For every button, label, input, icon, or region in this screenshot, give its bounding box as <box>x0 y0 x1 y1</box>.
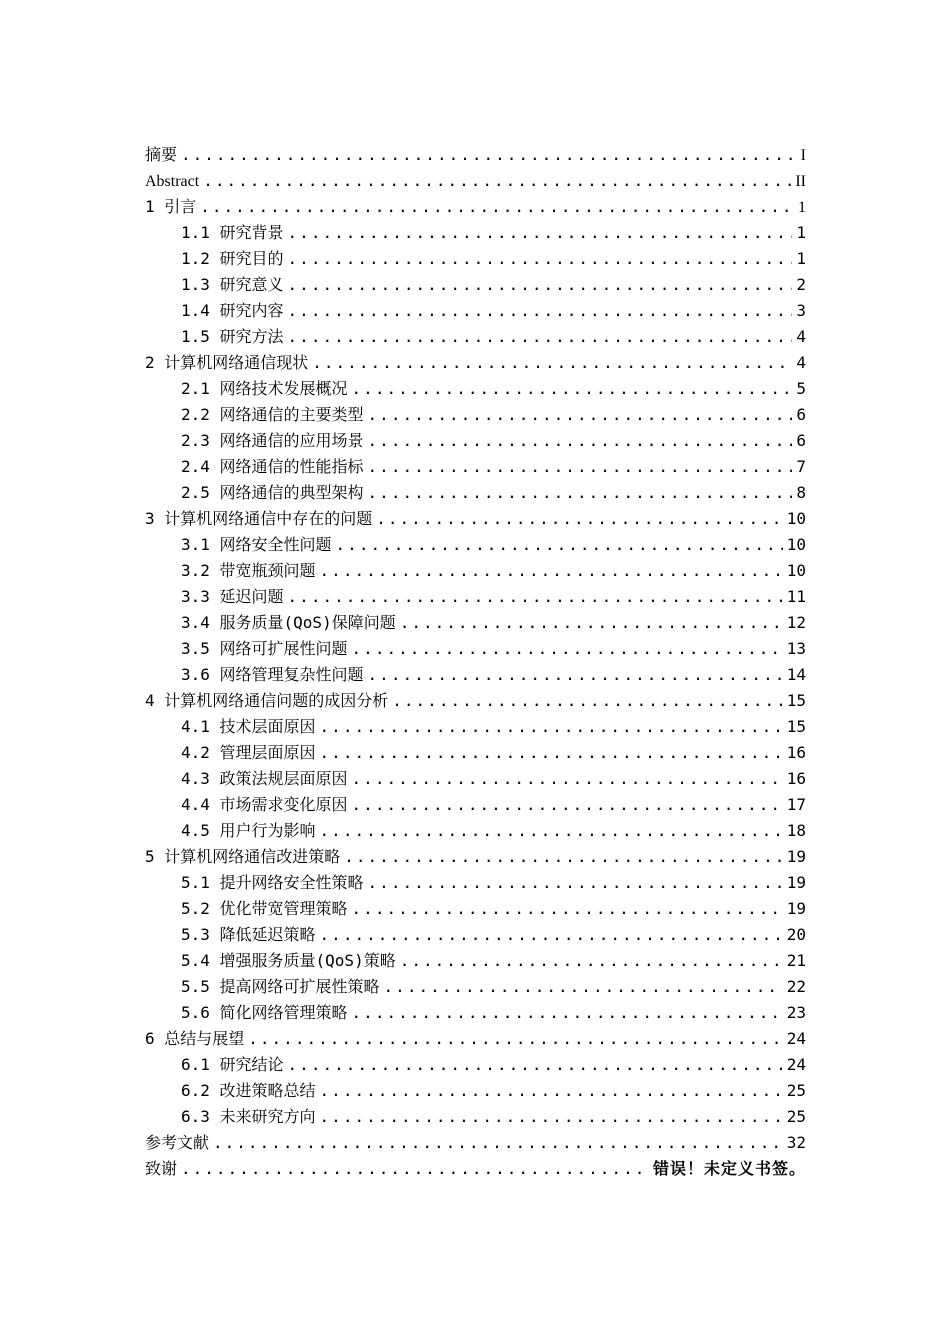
toc-dot-leader <box>320 740 783 766</box>
toc-entry-page-number: 4 <box>796 353 806 372</box>
toc-entry-page-number: 15 <box>786 691 806 710</box>
toc-entry-page-number: 16 <box>786 743 806 762</box>
toc-dot-leader <box>368 402 793 428</box>
toc-entry-title: 3.2 带宽瓶颈问题 <box>181 561 316 580</box>
toc-dot-leader <box>288 272 793 298</box>
toc-entry-page-number: 11 <box>786 587 806 606</box>
toc-entry-title: 1.4 研究内容 <box>181 301 284 320</box>
toc-entry-title: 1.1 研究背景 <box>181 223 284 242</box>
toc-entry-title: 2.4 网络通信的性能指标 <box>181 457 364 476</box>
toc-entry[interactable] <box>145 428 806 454</box>
toc-entry-title: 4.3 政策法规层面原因 <box>181 769 348 788</box>
toc-entry-title: 3.1 网络安全性问题 <box>181 535 332 554</box>
toc-entry-page-number: 7 <box>796 457 806 476</box>
toc-entry-title: 6.3 未来研究方向 <box>181 1107 316 1126</box>
table-of-contents <box>145 142 806 1182</box>
toc-entry-page-number: 1 <box>798 199 806 216</box>
toc-dot-leader <box>320 1104 783 1130</box>
toc-entry[interactable] <box>145 298 806 324</box>
toc-entry[interactable] <box>145 532 806 558</box>
toc-entry[interactable] <box>145 688 806 714</box>
toc-dot-leader <box>320 558 783 584</box>
toc-entry-title: 1.2 研究目的 <box>181 249 284 268</box>
toc-entry-title: 4.4 市场需求变化原因 <box>181 795 348 814</box>
toc-entry-title: 5.6 简化网络管理策略 <box>181 1003 348 1022</box>
toc-entry-page-number: 24 <box>786 1055 806 1074</box>
toc-dot-leader <box>352 766 783 792</box>
toc-entry-page-number: 21 <box>786 951 806 970</box>
toc-entry-title: 2.1 网络技术发展概况 <box>181 379 348 398</box>
toc-entry-page-number: I <box>800 147 806 164</box>
toc-dot-leader <box>352 1000 783 1026</box>
toc-entry-title: 2.2 网络通信的主要类型 <box>181 405 364 424</box>
toc-entry-title: 2 计算机网络通信现状 <box>145 353 309 372</box>
toc-entry[interactable] <box>145 272 806 298</box>
toc-entry-title: 3.3 延迟问题 <box>181 587 284 606</box>
toc-entry-page-number: 23 <box>786 1003 806 1022</box>
toc-dot-leader <box>400 948 783 974</box>
toc-entry-title: 1.5 研究方法 <box>181 327 284 346</box>
toc-dot-leader <box>288 1052 783 1078</box>
toc-dot-leader <box>384 974 783 1000</box>
toc-entry-page-number: 5 <box>796 379 806 398</box>
toc-dot-leader <box>352 792 783 818</box>
toc-entry[interactable] <box>145 324 806 350</box>
toc-dot-leader <box>213 1130 783 1156</box>
toc-dot-leader <box>181 1156 649 1182</box>
toc-dot-leader <box>203 168 791 194</box>
toc-entry-page-number: 1 <box>796 249 806 268</box>
toc-entry[interactable] <box>145 844 806 870</box>
toc-dot-leader <box>288 324 793 350</box>
toc-entry-title: 2.3 网络通信的应用场景 <box>181 431 364 450</box>
toc-dot-leader <box>368 662 783 688</box>
toc-entry[interactable] <box>145 792 806 818</box>
toc-entry-title: 6.1 研究结论 <box>181 1055 284 1074</box>
toc-entry-page-number: 10 <box>786 535 806 554</box>
toc-entry-title: 6.2 改进策略总结 <box>181 1081 316 1100</box>
toc-entry[interactable] <box>145 402 806 428</box>
toc-entry-page-number: 13 <box>786 639 806 658</box>
toc-entry-page-number: 2 <box>796 275 806 294</box>
toc-entry[interactable] <box>145 870 806 896</box>
toc-dot-leader <box>288 298 793 324</box>
toc-entry[interactable] <box>145 220 806 246</box>
toc-entry-page-number: 4 <box>796 327 806 346</box>
toc-entry-page-number: 17 <box>786 795 806 814</box>
toc-entry-title: 5.5 提高网络可扩展性策略 <box>181 977 380 996</box>
toc-entry-page-number: 3 <box>796 301 806 320</box>
toc-entry[interactable] <box>145 636 806 662</box>
toc-entry[interactable] <box>145 662 806 688</box>
toc-entry[interactable] <box>145 1078 806 1104</box>
toc-entry-title: 3 计算机网络通信中存在的问题 <box>145 509 373 528</box>
toc-entry[interactable] <box>145 896 806 922</box>
toc-entry-page-number: 12 <box>786 613 806 632</box>
toc-entry[interactable] <box>145 766 806 792</box>
toc-dot-leader <box>368 454 793 480</box>
toc-entry[interactable] <box>145 1104 806 1130</box>
toc-entry-title: 6 总结与展望 <box>145 1029 245 1048</box>
toc-dot-leader <box>376 506 782 532</box>
toc-entry-title: 1 引言 <box>145 197 197 216</box>
toc-entry-page-number: 19 <box>786 873 806 892</box>
toc-dot-leader <box>352 896 783 922</box>
toc-entry[interactable] <box>145 818 806 844</box>
toc-entry-title: 摘要 <box>145 145 178 164</box>
toc-entry-title: 致谢 <box>145 1159 178 1178</box>
toc-entry-title: 4 计算机网络通信问题的成因分析 <box>145 691 389 710</box>
toc-entry-title: 2.5 网络通信的典型架构 <box>181 483 364 502</box>
toc-entry-title: 5.4 增强服务质量(QoS)策略 <box>181 951 396 970</box>
toc-entry[interactable] <box>145 194 806 220</box>
toc-entry[interactable] <box>145 1130 806 1156</box>
toc-entry-title: 1.3 研究意义 <box>181 275 284 294</box>
toc-entry-page-number: 8 <box>796 483 806 502</box>
toc-entry-title: 4.1 技术层面原因 <box>181 717 316 736</box>
toc-entry[interactable] <box>145 454 806 480</box>
toc-dot-leader <box>336 532 783 558</box>
toc-entry[interactable] <box>145 376 806 402</box>
toc-entry-page-number: 24 <box>786 1029 806 1048</box>
toc-entry-page-number: 6 <box>796 405 806 424</box>
toc-entry[interactable] <box>145 584 806 610</box>
toc-entry[interactable] <box>145 142 806 168</box>
toc-entry[interactable] <box>145 740 806 766</box>
toc-entry-page-number: 22 <box>786 977 806 996</box>
toc-entry-page-number: 10 <box>786 561 806 580</box>
toc-entry[interactable] <box>145 506 806 532</box>
toc-dot-leader <box>392 688 782 714</box>
toc-entry[interactable] <box>145 1052 806 1078</box>
toc-dot-leader <box>344 844 782 870</box>
toc-dot-leader <box>288 584 783 610</box>
toc-entry-title: 5.1 提升网络安全性策略 <box>181 873 364 892</box>
toc-dot-leader <box>368 480 793 506</box>
toc-dot-leader <box>288 246 793 272</box>
toc-dot-leader <box>248 1026 782 1052</box>
toc-entry-page-number: 18 <box>786 821 806 840</box>
toc-entry[interactable] <box>145 558 806 584</box>
toc-entry-title: Abstract <box>145 173 200 190</box>
toc-entry[interactable] <box>145 1026 806 1052</box>
toc-dot-leader <box>312 350 792 376</box>
toc-dot-leader <box>200 194 794 220</box>
toc-entry-page-number: 20 <box>786 925 806 944</box>
toc-dot-leader <box>352 376 793 402</box>
toc-dot-leader <box>320 1078 783 1104</box>
toc-entry[interactable] <box>145 480 806 506</box>
toc-dot-leader <box>352 636 783 662</box>
toc-entry-page-number: 25 <box>786 1081 806 1100</box>
toc-entry[interactable] <box>145 714 806 740</box>
toc-entry-page-number: 1 <box>796 223 806 242</box>
toc-entry-title: 参考文献 <box>145 1133 210 1152</box>
toc-entry[interactable] <box>145 246 806 272</box>
toc-entry-page-number: 19 <box>786 899 806 918</box>
toc-entry[interactable] <box>145 922 806 948</box>
toc-entry-title: 5.3 降低延迟策略 <box>181 925 316 944</box>
toc-entry-title: 5.2 优化带宽管理策略 <box>181 899 348 918</box>
toc-dot-leader <box>320 714 783 740</box>
toc-entry[interactable] <box>145 168 806 194</box>
toc-entry[interactable] <box>145 948 806 974</box>
toc-dot-leader <box>400 610 783 636</box>
toc-entry-page-number: 14 <box>786 665 806 684</box>
toc-entry-title: 4.5 用户行为影响 <box>181 821 316 840</box>
toc-entry-page-number: 10 <box>786 509 806 528</box>
toc-dot-leader <box>320 922 783 948</box>
toc-entry-page-number: II <box>795 173 806 190</box>
toc-entry[interactable] <box>145 610 806 636</box>
toc-entry-title: 3.6 网络管理复杂性问题 <box>181 665 364 684</box>
toc-dot-leader <box>368 428 793 454</box>
toc-entry[interactable] <box>145 1000 806 1026</box>
toc-entry[interactable] <box>145 1156 806 1182</box>
toc-entry-title: 3.4 服务质量(QoS)保障问题 <box>181 613 396 632</box>
toc-dot-leader <box>368 870 783 896</box>
toc-entry-title: 5 计算机网络通信改进策略 <box>145 847 341 866</box>
toc-entry-page-number: 6 <box>796 431 806 450</box>
toc-entry[interactable] <box>145 974 806 1000</box>
toc-entry-page-number: 错误！未定义书签。 <box>652 1159 806 1178</box>
toc-entry-page-number: 25 <box>786 1107 806 1126</box>
toc-dot-leader <box>181 142 797 168</box>
toc-entry-title: 3.5 网络可扩展性问题 <box>181 639 348 658</box>
toc-dot-leader <box>320 818 783 844</box>
toc-entry-page-number: 16 <box>786 769 806 788</box>
toc-entry-page-number: 19 <box>786 847 806 866</box>
toc-dot-leader <box>288 220 793 246</box>
toc-entry-page-number: 15 <box>786 717 806 736</box>
toc-entry-title: 4.2 管理层面原因 <box>181 743 316 762</box>
toc-entry-page-number: 32 <box>786 1133 806 1152</box>
toc-entry[interactable] <box>145 350 806 376</box>
